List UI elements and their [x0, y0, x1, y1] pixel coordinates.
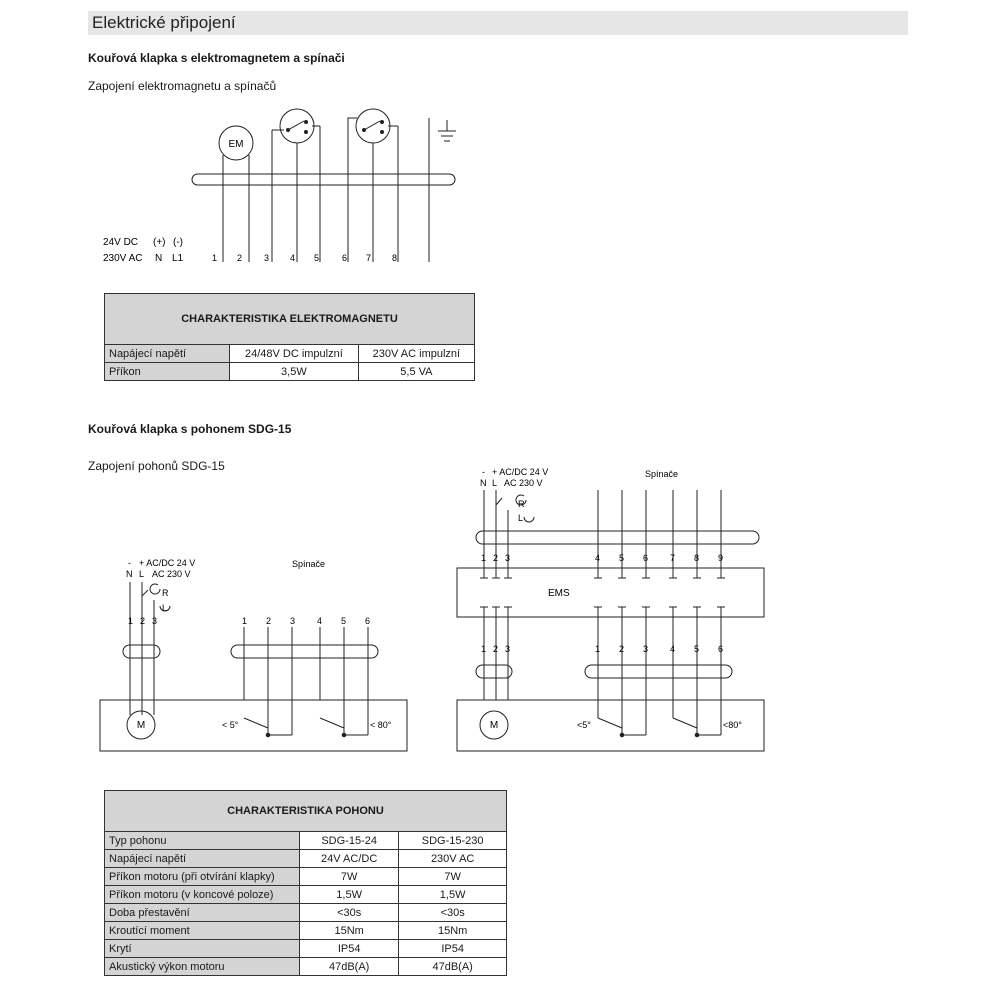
cable-bundle-top — [476, 531, 759, 544]
terminal-label: 6 — [342, 253, 348, 263]
supply-ac-label: 230V AC — [103, 253, 143, 264]
acdc-label: + AC/DC 24 V — [139, 558, 196, 568]
ac230-label: AC 230 V — [504, 478, 543, 488]
actuator-spec-table — [104, 790, 507, 976]
cable-bundle-switch-ems — [585, 665, 732, 678]
table-cell: 7W — [300, 868, 399, 886]
top-terminal: 1 — [481, 553, 487, 563]
table-row — [105, 850, 507, 868]
table-cell: 1,5W — [300, 886, 399, 904]
table-cell: IP54 — [399, 940, 507, 958]
minus-label: - — [128, 558, 131, 568]
n-label: N — [480, 478, 487, 488]
switch1-symbol — [280, 109, 314, 143]
motor-label: M — [136, 720, 146, 731]
table-title: CHARAKTERISTIKA ELEKTROMAGNETU — [105, 294, 475, 345]
table-row — [105, 904, 507, 922]
cable-bundle — [192, 174, 455, 185]
switch-terminal: 4 — [317, 616, 323, 626]
terminal-label: 5 — [314, 253, 320, 263]
terminal-label: 4 — [290, 253, 296, 263]
table-cell: Napájecí napětí — [105, 345, 230, 363]
table-cell: Příkon motoru (při otvírání klapky) — [105, 868, 300, 886]
motor-terminal: 2 — [493, 644, 499, 654]
switch-terminal: 5 — [341, 616, 347, 626]
supply-dc-plus: (+) — [153, 237, 166, 248]
terminal-label: 2 — [237, 253, 243, 263]
terminal-label: 8 — [392, 253, 398, 263]
ac230-label: AC 230 V — [152, 569, 191, 579]
table-row — [105, 345, 475, 363]
heading-sdg: Kouřová klapka s pohonem SDG-15 — [88, 422, 292, 436]
l-label: L — [492, 478, 498, 488]
table-cell: SDG-15-24 — [300, 832, 399, 850]
terminal-label: 3 — [264, 253, 270, 263]
table-row — [105, 886, 507, 904]
minus-label: - — [482, 467, 485, 477]
switch-terminal: 2 — [266, 616, 272, 626]
supply-ac-n: N — [155, 253, 163, 264]
table-cell: 1,5W — [399, 886, 507, 904]
rot-l-label: L — [518, 513, 524, 523]
switch2-symbol — [356, 109, 390, 143]
table-cell: 5,5 VA — [358, 363, 474, 381]
table-row — [105, 958, 507, 976]
table-row — [105, 940, 507, 958]
table-cell: 230V AC impulzní — [358, 345, 474, 363]
angle-80-label: <80° — [723, 720, 742, 730]
table-cell: Příkon — [105, 363, 230, 381]
switch-terminal: 4 — [670, 644, 676, 654]
table-cell: 15Nm — [300, 922, 399, 940]
table-cell: 7W — [399, 868, 507, 886]
rot-r-label: R — [518, 499, 525, 509]
table-cell: IP54 — [300, 940, 399, 958]
table-cell: Napájecí napětí — [105, 850, 300, 868]
acdc-label: + AC/DC 24 V — [492, 467, 549, 477]
heading-electromagnet: Kouřová klapka s elektromagnetem a spínači — [88, 51, 345, 65]
angle-5-label: <5° — [577, 720, 591, 730]
motor-terminal: 3 — [152, 616, 158, 626]
cable-bundle-motor-ems — [476, 665, 512, 678]
top-terminal: 4 — [595, 553, 601, 563]
table-row — [105, 868, 507, 886]
actuator-box-ems — [457, 700, 764, 751]
switch-terminal: 1 — [595, 644, 601, 654]
motor-terminal: 3 — [505, 644, 511, 654]
table-cell: Akustický výkon motoru — [105, 958, 300, 976]
switches-label: Spínače — [645, 469, 679, 479]
table-cell: 47dB(A) — [399, 958, 507, 976]
switch-terminal: 6 — [718, 644, 724, 654]
em-label: EM — [228, 139, 244, 150]
table-cell: Krytí — [105, 940, 300, 958]
table-cell: Typ pohonu — [105, 832, 300, 850]
section-title: Elektrické připojení — [92, 13, 236, 32]
switch-terminal: 2 — [619, 644, 625, 654]
switch-terminal: 1 — [242, 616, 248, 626]
subheading-electromagnet: Zapojení elektromagnetu a spínačů — [88, 79, 277, 93]
n-label: N — [126, 569, 133, 579]
table-cell: 24/48V DC impulzní — [230, 345, 359, 363]
actuator-box — [100, 700, 407, 751]
cable-bundle-switch — [231, 645, 378, 658]
sdg-diagram-simple — [100, 582, 407, 751]
table-title: CHARAKTERISTIKA POHONU — [105, 791, 507, 832]
table-cell: <30s — [399, 904, 507, 922]
supply-dc-label: 24V DC — [103, 237, 139, 248]
table-cell: 47dB(A) — [300, 958, 399, 976]
supply-dc-minus: (-) — [173, 237, 183, 248]
sdg-diagram-ems — [457, 490, 764, 751]
supply-ac-l1: L1 — [172, 253, 184, 264]
motor-terminal: 1 — [128, 616, 134, 626]
table-cell: <30s — [300, 904, 399, 922]
table-row — [105, 832, 507, 850]
ems-label: EMS — [548, 588, 570, 599]
rot-l-label: L — [162, 603, 168, 613]
motor-label: M — [489, 720, 499, 731]
l-label: L — [139, 569, 145, 579]
ems-box — [457, 568, 764, 617]
table-row — [105, 363, 475, 381]
top-terminal: 2 — [493, 553, 499, 563]
angle-5-label: < 5° — [222, 720, 239, 730]
top-terminal: 9 — [718, 553, 724, 563]
table-cell: Příkon motoru (v koncové poloze) — [105, 886, 300, 904]
top-terminal: 7 — [670, 553, 676, 563]
table-cell: 15Nm — [399, 922, 507, 940]
switch-terminal: 5 — [694, 644, 700, 654]
table-cell: 24V AC/DC — [300, 850, 399, 868]
table-cell: Doba přestavění — [105, 904, 300, 922]
switch-terminal: 6 — [365, 616, 371, 626]
table-cell: Kroutící moment — [105, 922, 300, 940]
top-terminal: 8 — [694, 553, 700, 563]
subheading-sdg: Zapojení pohonů SDG-15 — [88, 459, 225, 473]
table-cell: 230V AC — [399, 850, 507, 868]
electromagnet-diagram — [192, 109, 456, 262]
electromagnet-spec-table — [104, 293, 475, 381]
rot-r-label: R — [162, 588, 169, 598]
top-terminal: 3 — [505, 553, 511, 563]
switch-terminal: 3 — [290, 616, 296, 626]
table-cell: SDG-15-230 — [399, 832, 507, 850]
switches-label: Spínače — [292, 559, 326, 569]
motor-terminal: 2 — [140, 616, 146, 626]
table-row — [105, 922, 507, 940]
switch-terminal: 3 — [643, 644, 649, 654]
table-cell: 3,5W — [230, 363, 359, 381]
motor-terminal: 1 — [481, 644, 487, 654]
top-terminal: 6 — [643, 553, 649, 563]
terminal-label: 7 — [366, 253, 372, 263]
angle-80-label: < 80° — [370, 720, 392, 730]
terminal-label: 1 — [212, 253, 218, 263]
top-terminal: 5 — [619, 553, 625, 563]
